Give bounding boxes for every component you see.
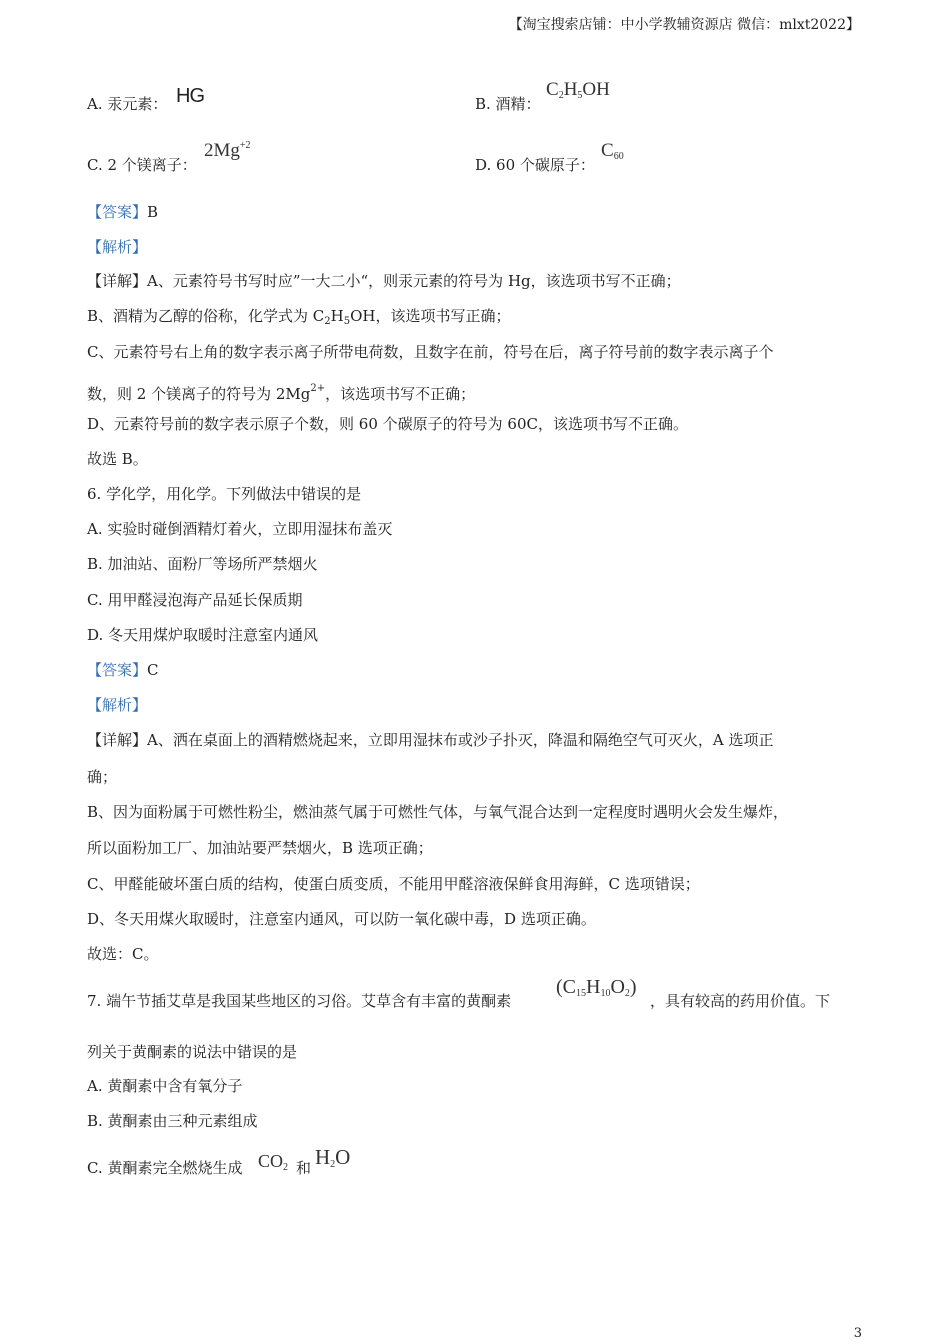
q6-option-c: C. 用甲醛浸泡海产品延长保质期 bbox=[87, 591, 303, 609]
q5-detail-line-3: C、元素符号右上角的数字表示离子所带电荷数，且数字在前，符号在后，离子符号前的数字表示离子个 bbox=[87, 343, 774, 361]
q6-option-b: B. 加油站、面粉厂等场所严禁烟火 bbox=[87, 555, 318, 573]
q5-option-a-formula: HG bbox=[176, 85, 204, 107]
q7-co2-formula: $CO_2$ bbox=[258, 1151, 289, 1173]
q7-stem-line-2: 列关于黄酮素的说法中错误的是 bbox=[87, 1043, 298, 1061]
q7-stem-pre: 7. 端午节插艾草是我国某些地区的习俗。艾草含有丰富的黄酮素 bbox=[87, 992, 512, 1010]
q6-conclusion: 故选：C。 bbox=[87, 945, 159, 963]
q5-answer bbox=[87, 202, 158, 222]
q6-option-d: D. 冬天用煤炉取暖时注意室内通风 bbox=[87, 626, 319, 644]
q5-analysis-tag: 【解析】 bbox=[87, 238, 148, 256]
q6-detail-line-3: B、因为面粉属于可燃性粉尘，燃油蒸气属于可燃性气体，与氧气混合达到一定程度时遇明火会发生爆炸， bbox=[87, 803, 789, 821]
q5-detail-line-4: 数，则 2 个镁离子的符号为 $2Mg^{2+}$，该选项书写不正确； bbox=[87, 383, 476, 403]
q7-option-b: B. 黄酮素由三种元素组成 bbox=[87, 1112, 258, 1130]
q5-option-d-formula: $C_{60}$ bbox=[601, 140, 624, 162]
q7-stem-post: ，具有较高的药用价值。下 bbox=[650, 992, 831, 1010]
q5-option-b bbox=[475, 94, 541, 114]
page-number: 3 bbox=[853, 1326, 862, 1341]
q5-option-b-formula: $C_2H_5OH$ bbox=[546, 79, 610, 101]
q6-detail-line-5: C、甲醛能破坏蛋白质的结构，使蛋白质变质，不能用甲醛溶液保鲜食用海鲜，C 选项错误； bbox=[87, 875, 700, 893]
option-label: A. 汞元素： bbox=[87, 95, 168, 113]
q7-flavone-formula: $(C_{15}H_{10}O_2)$ bbox=[556, 976, 637, 999]
q6-stem: 6. 学化学，用化学。下列做法中错误的是 bbox=[87, 485, 362, 503]
answer-value: B bbox=[147, 203, 159, 221]
q7-option-a: A. 黄酮素中含有氧分子 bbox=[87, 1077, 243, 1095]
q6-detail-line-4: 所以面粉加工厂、加油站要严禁烟火，B 选项正确； bbox=[87, 839, 433, 857]
answer-tag: 【答案】 bbox=[87, 661, 148, 679]
page-header: 【淘宝搜索店铺：中小学教辅资源店 微信：mlxt2022】 bbox=[508, 17, 860, 33]
q5-option-a bbox=[87, 94, 167, 114]
answer-tag: 【答案】 bbox=[87, 203, 148, 221]
q6-detail-line-2: 确； bbox=[87, 768, 118, 786]
q7-and-word: 和 bbox=[296, 1159, 312, 1177]
option-label: C. 2 个镁离子： bbox=[87, 156, 197, 174]
q5-option-c-formula: $2Mg^{+2}$ bbox=[204, 140, 251, 161]
q6-answer bbox=[87, 660, 159, 680]
answer-value: C bbox=[147, 661, 159, 679]
q7-option-c: C. 黄酮素完全燃烧生成 bbox=[87, 1159, 243, 1177]
q5-detail-line-1: 【详解】A、元素符号书写时应”一大二小“，则汞元素的符号为 Hg，该选项书写不正确； bbox=[87, 272, 681, 290]
q5-option-d bbox=[475, 155, 595, 175]
q6-detail-line-1: 【详解】A、洒在桌面上的酒精燃烧起来，立即用湿抹布或沙子扑灭，降温和隔绝空气可灭火，A 选项正 bbox=[87, 731, 774, 749]
q5-conclusion: 故选 B。 bbox=[87, 450, 148, 468]
q7-h2o-formula: $H_2O$ bbox=[315, 1145, 351, 1170]
q6-option-a: A. 实验时碰倒酒精灯着火，立即用湿抹布盖灭 bbox=[87, 520, 393, 538]
q5-detail-line-2: B、酒精为乙醇的俗称，化学式为 $C_2H_5OH$，该选项书写正确； bbox=[87, 307, 511, 327]
q5-detail-line-5: D、元素符号前的数字表示原子个数，则 60 个碳原子的符号为 60C，该选项书写不正确。 bbox=[87, 415, 688, 433]
q5-option-c bbox=[87, 155, 197, 175]
option-label: D. 60 个碳原子： bbox=[475, 156, 595, 174]
q6-analysis-tag: 【解析】 bbox=[87, 696, 148, 714]
q6-detail-line-6: D、冬天用煤火取暖时，注意室内通风，可以防一氧化碳中毒，D 选项正确。 bbox=[87, 910, 596, 928]
option-label: B. 酒精： bbox=[475, 95, 541, 113]
